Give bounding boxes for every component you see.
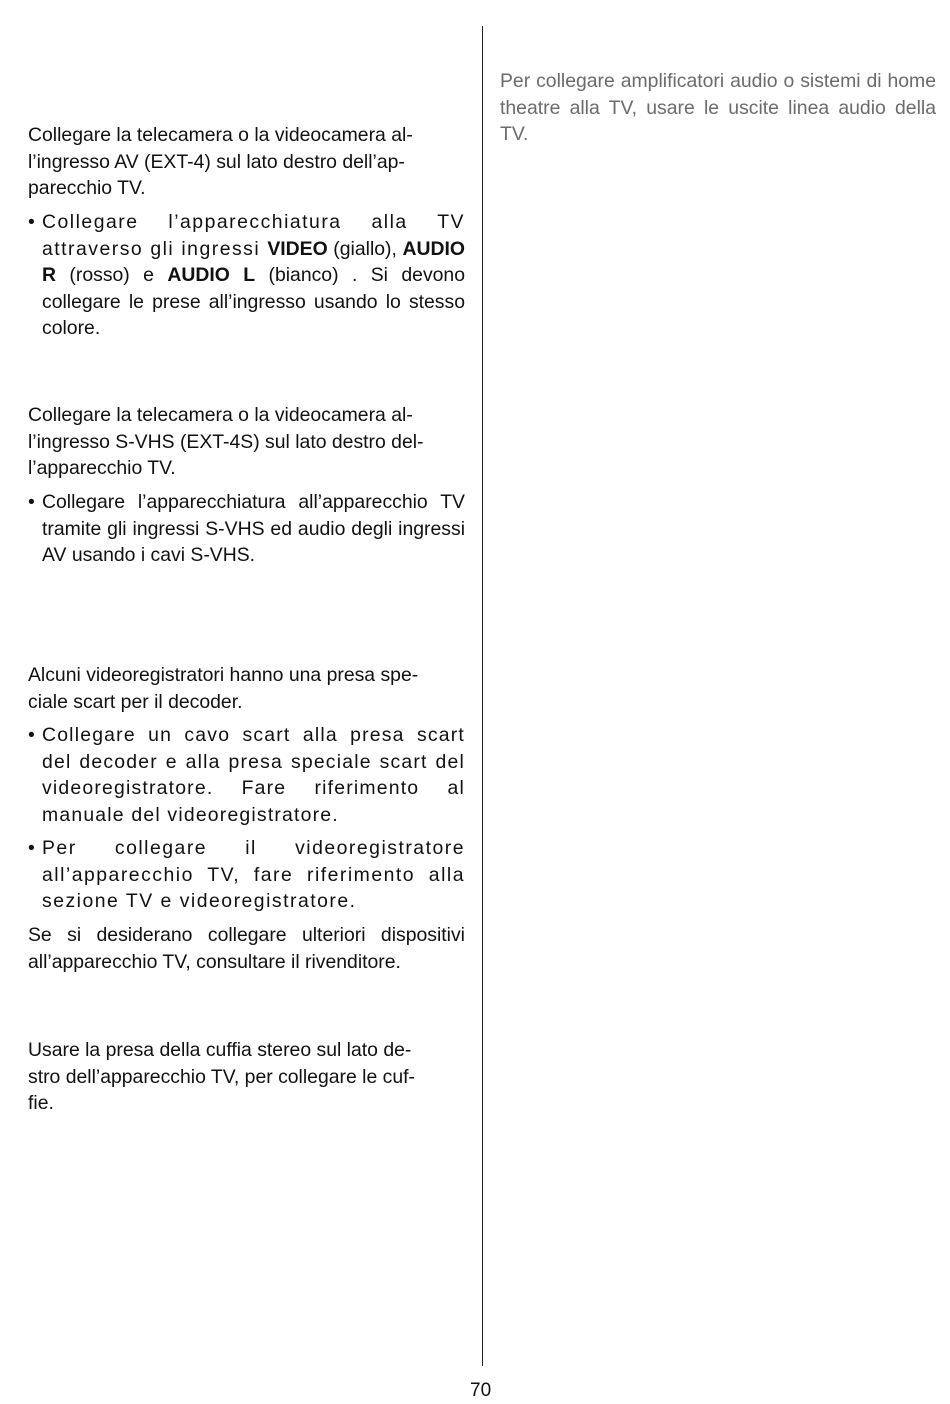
av-bullet-lead: Collegare l’apparecchiatura alla TV attraverso gli ingressi (42, 211, 465, 260)
audio-r-label: AUDIO R (42, 237, 465, 286)
bullet-mark: • (28, 724, 35, 746)
video-color: (giallo), (327, 237, 403, 260)
av-connection-bullet (28, 209, 465, 342)
vcr-connection-bullet (28, 835, 465, 915)
bullet-mark: • (28, 837, 35, 859)
bullet-mark: • (28, 211, 35, 233)
decoder-bullet-1-text: Collegare un cavo scart alla presa scart del decoder e alla presa speciale scart del videoregistratore. Fare riferimento al manuale del videoregistratore. (42, 724, 465, 826)
svhs-intro-paragraph: Collegare la telecamera o la videocamera al- l’ingresso S-VHS (EXT-4S) sul lato destro del- l’apparecchio TV. (28, 404, 424, 479)
amplifier-paragraph: Per collegare amplificatori audio o sistemi di home theatre alla TV, usare le uscite linea audio della TV. (500, 70, 936, 145)
video-label: VIDEO (267, 237, 328, 260)
av-bullet-tail: (bianco) . Si devono collegare le prese all’ingresso usando lo stesso colore. (42, 264, 465, 339)
svhs-bullet-text: Collegare l’apparecchiatura all’apparecchio TV tramite gli ingressi S-VHS ed audio degli ingressi AV usando i cavi S-VHS. (42, 491, 465, 566)
audio-l-label: AUDIO L (167, 264, 256, 286)
av-intro-paragraph: Collegare la telecamera o la videocamera al- l’ingresso AV (EXT-4) sul lato destro dell’ap- parecchio TV. (28, 124, 413, 199)
audio-r-color: (rosso) e (56, 264, 168, 286)
decoder-intro-paragraph: Alcuni videoregistratori hanno una presa spe- ciale scart per il decoder. (28, 664, 419, 713)
bullet-mark: • (28, 491, 35, 513)
dealer-note-paragraph: Se si desiderano collegare ulteriori dispositivi all’apparecchio TV, consultare il rivenditore. (28, 924, 465, 973)
page-number: 70 (470, 1380, 492, 1401)
decoder-scart-bullet (28, 722, 465, 828)
svhs-connection-bullet (28, 489, 465, 569)
column-divider (482, 26, 483, 1366)
headphone-paragraph: Usare la presa della cuffia stereo sul lato de- stro dell’apparecchio TV, per collegare le cuf- fie. (28, 1039, 415, 1114)
decoder-bullet-2-text: Per collegare il videoregistratore all’apparecchio TV, fare riferimento alla sezione TV e videoregistratore. (42, 837, 465, 912)
